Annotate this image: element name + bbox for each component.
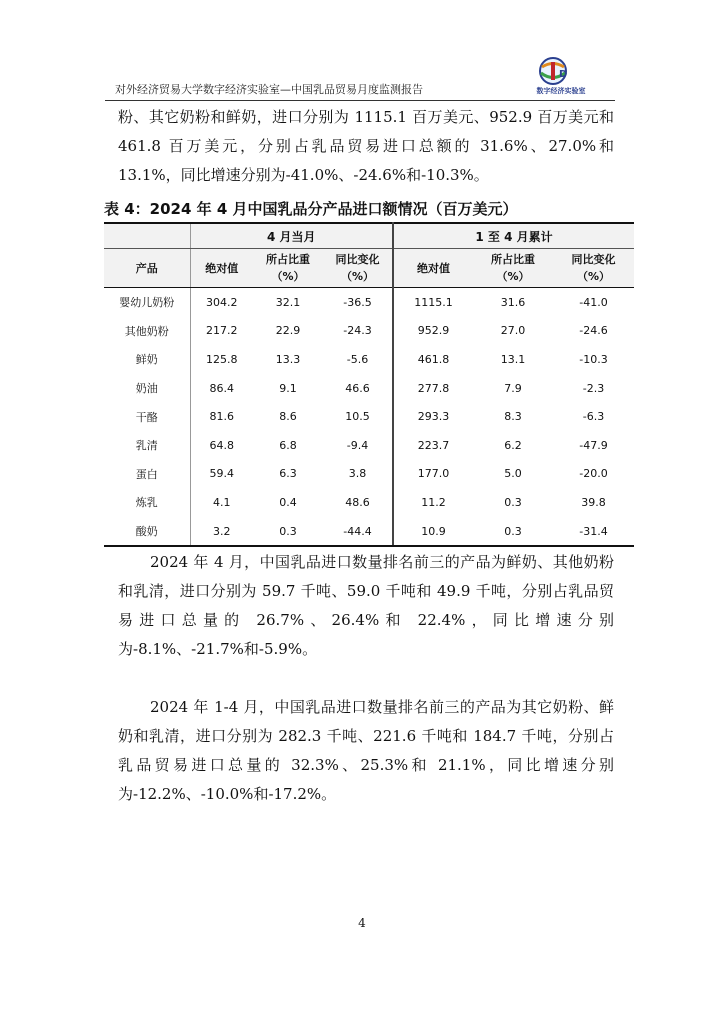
cum-share: 27.0 <box>500 324 526 338</box>
month-yoy: 10.5 <box>345 410 370 424</box>
yoy-label: 同比变化 <box>335 253 380 266</box>
cum-abs: 461.8 <box>393 345 473 374</box>
yoy-unit: （%） <box>340 270 375 283</box>
paragraph-2: 2024 年 4 月，中国乳品进口数量排名前三的产品为鲜奶、其他奶粉和乳清，进口分别为 59.7 千吨、59.0 千吨和 49.9 千吨，分别占乳品贸易进口总量的 26.7%、26.4%和 22.4%，同比增速分别为-8.1%、-21.7%和-5.9%。 <box>118 553 614 658</box>
col-header-month-share <box>253 249 323 288</box>
month-yoy: -36.5 <box>343 295 372 309</box>
table-row <box>104 374 634 403</box>
month-share: 22.9 <box>275 324 301 338</box>
cum-share: 31.6 <box>500 295 526 309</box>
globe-logo-icon <box>525 56 597 86</box>
month-yoy: -9.4 <box>346 438 369 452</box>
cum-abs: 1115.1 <box>393 288 473 317</box>
month-yoy: -44.4 <box>323 517 393 547</box>
cum-share: 13.1 <box>500 352 526 366</box>
cum-abs: 10.9 <box>393 517 473 547</box>
month-abs: 3.2 <box>190 517 253 547</box>
cum-share: 7.9 <box>504 381 522 395</box>
cum-yoy: 39.8 <box>581 495 606 509</box>
yoy-unit: （%） <box>576 270 611 283</box>
month-share: 9.1 <box>279 381 297 395</box>
product-name: 酸奶 <box>104 517 190 547</box>
product-name: 炼乳 <box>135 496 158 510</box>
paragraph-3: 2024 年 1-4 月，中国乳品进口数量排名前三的产品为其它奶粉、鲜奶和乳清，进口分别为 282.3 千吨、221.6 千吨和 184.7 千吨，分别占乳品贸易进口总量的 32.3%、25.3%和 21.1%，同比增速分别为-12.2%、-10.0%和-17.2%。 <box>118 698 614 803</box>
cum-yoy: -24.6 <box>579 324 608 338</box>
month-share: 0.3 <box>253 517 323 547</box>
lab-logo <box>525 56 597 96</box>
table-row <box>104 317 634 346</box>
month-abs: 81.6 <box>190 402 253 431</box>
cum-share: 0.3 <box>473 517 553 547</box>
table-row <box>104 345 634 374</box>
share-unit: （%） <box>496 270 530 283</box>
product-name: 蛋白 <box>135 467 158 481</box>
cum-share: 6.2 <box>504 438 522 452</box>
cum-abs: 293.3 <box>393 402 473 431</box>
table-row <box>104 517 634 547</box>
table-row <box>104 460 634 489</box>
cum-yoy: -6.3 <box>582 410 605 424</box>
col-header-month-abs: 绝对值 <box>190 249 253 288</box>
cum-abs: 223.7 <box>393 431 473 460</box>
month-share: 0.4 <box>279 495 297 509</box>
col-header-cum-yoy <box>553 249 634 288</box>
table-row <box>104 488 634 517</box>
logo-caption: 数字经济实验室 <box>536 87 586 95</box>
product-name: 乳清 <box>135 439 158 453</box>
month-abs: 4.1 <box>190 488 253 517</box>
share-unit: （%） <box>271 270 305 283</box>
col-header-cum-share <box>473 249 553 288</box>
col-header-month-yoy <box>323 249 393 288</box>
cum-yoy: -2.3 <box>582 381 605 395</box>
month-yoy: -24.3 <box>343 324 372 338</box>
cum-yoy: -31.4 <box>553 517 634 547</box>
cum-abs: 177.0 <box>393 460 473 489</box>
group-header-month: 4 月当月 <box>190 223 393 249</box>
cum-share: 0.3 <box>504 495 522 509</box>
corner-header-cell <box>104 223 190 249</box>
group-header-cumulative: 1 至 4 月累计 <box>393 223 634 249</box>
cum-share: 8.3 <box>504 410 522 424</box>
page-header <box>105 54 615 101</box>
month-abs: 125.8 <box>190 345 253 374</box>
month-abs: 64.8 <box>190 431 253 460</box>
share-label: 所占比重 <box>491 253 535 266</box>
month-yoy: 3.8 <box>348 467 367 481</box>
month-share: 13.3 <box>275 352 301 366</box>
header-title: 对外经济贸易大学数字经济实验室—中国乳品贸易月度监测报告 <box>115 83 423 96</box>
month-share: 6.3 <box>279 467 297 481</box>
product-name: 其他奶粉 <box>124 324 169 338</box>
product-name: 鲜奶 <box>135 353 158 367</box>
month-abs: 86.4 <box>190 374 253 403</box>
product-name: 干酪 <box>135 410 158 424</box>
paragraph-1: 粉、其它奶粉和鲜奶，进口分别为 1115.1 百万美元、952.9 百万美元和 461.8 百万美元，分别占乳品贸易进口总额的 31.6%、27.0%和 13.1%，同比增速分别为-41.0%、-24.6%和-10.3%。 <box>118 108 614 184</box>
yoy-label: 同比变化 <box>571 253 616 266</box>
month-abs: 304.2 <box>190 288 253 317</box>
cum-yoy: -20.0 <box>579 467 608 481</box>
month-share: 32.1 <box>275 295 301 309</box>
month-share: 8.6 <box>279 410 297 424</box>
month-yoy: 48.6 <box>345 495 370 509</box>
table-row <box>104 431 634 460</box>
cum-abs: 11.2 <box>393 488 473 517</box>
cum-yoy: -47.9 <box>579 438 608 452</box>
cum-abs: 952.9 <box>393 317 473 346</box>
month-abs: 217.2 <box>190 317 253 346</box>
table-row <box>104 288 634 317</box>
share-label: 所占比重 <box>266 253 310 266</box>
col-header-product: 产品 <box>104 249 190 288</box>
cum-yoy: -41.0 <box>579 295 608 309</box>
import-value-table <box>104 222 634 547</box>
table-row <box>104 402 634 431</box>
cum-yoy: -10.3 <box>579 352 608 366</box>
col-header-cum-abs: 绝对值 <box>393 249 473 288</box>
month-abs: 59.4 <box>190 460 253 489</box>
cum-share: 5.0 <box>504 467 522 481</box>
table-caption: 表 4：2024 年 4 月中国乳品分产品进口额情况（百万美元） <box>104 200 518 218</box>
month-yoy: 46.6 <box>345 381 370 395</box>
cum-abs: 277.8 <box>393 374 473 403</box>
month-share: 6.8 <box>279 438 297 452</box>
product-name: 婴幼儿奶粉 <box>119 296 175 310</box>
page-number: 4 <box>358 916 366 930</box>
svg-text:D: D <box>559 69 568 80</box>
product-name: 奶油 <box>135 382 158 396</box>
month-yoy: -5.6 <box>346 352 369 366</box>
